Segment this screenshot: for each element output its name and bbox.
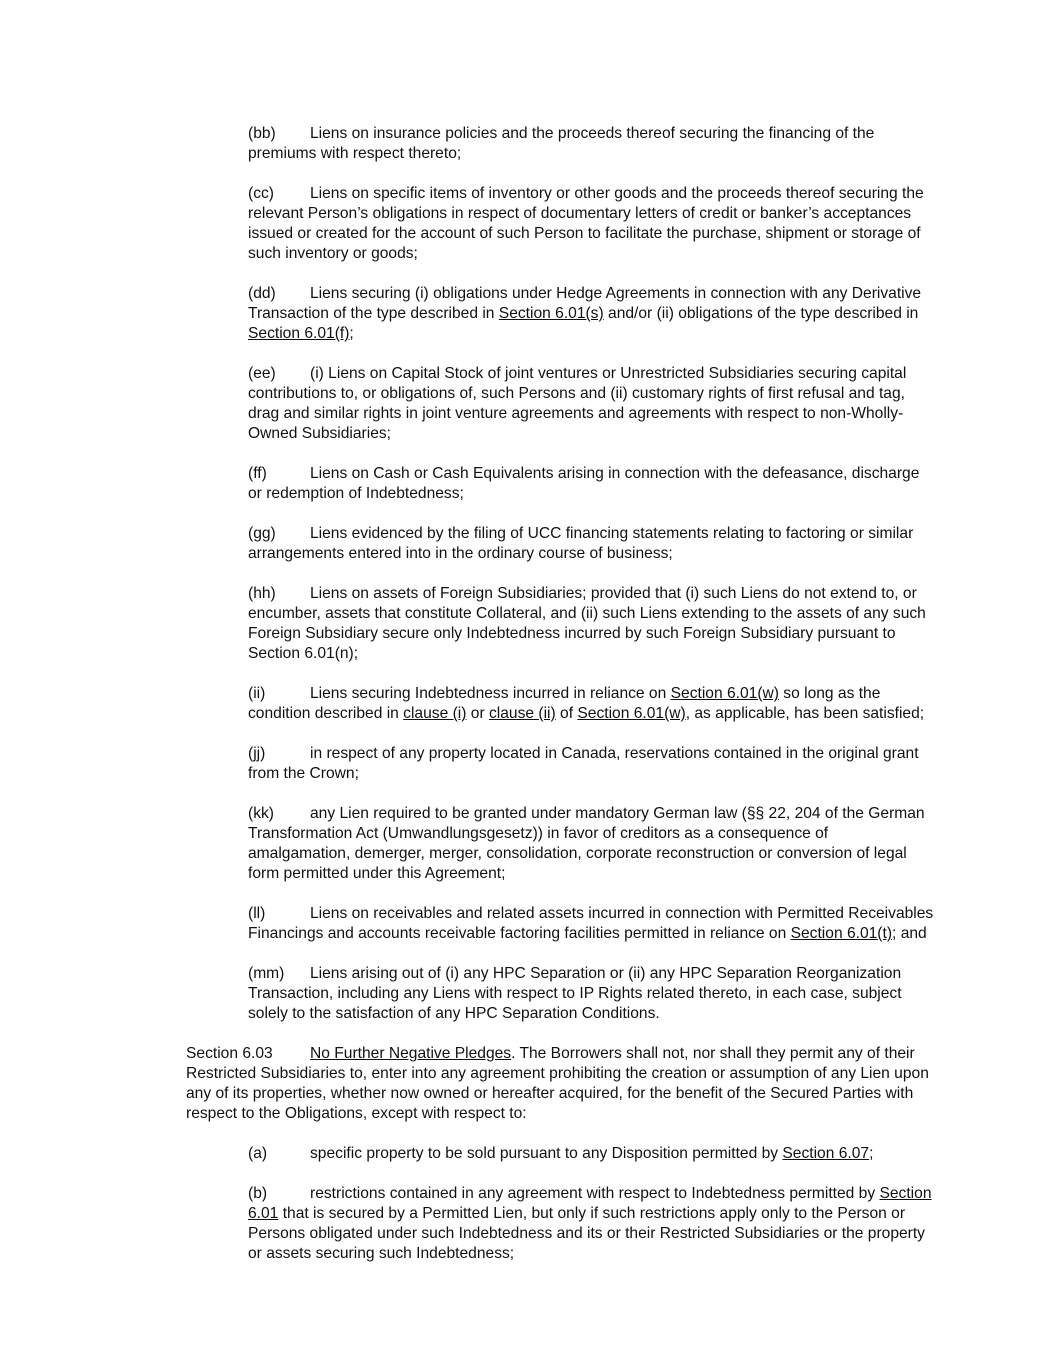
paragraph-label: (bb) [248, 125, 276, 142]
paragraph-text: ; and [892, 925, 927, 942]
paragraph-text: . The Borrowers shall not, nor shall they permit any of their Restricted Subsidiaries to, enter into any agreement prohibiting the creation or assumption of any Lien upon any of its properties, whether now owned or hereafter acquired, for the benefit of the Secured Parties with respect to the Obligations, except with respect to: [186, 1045, 929, 1122]
paragraph-text: ; [349, 325, 354, 342]
document-page [124, 124, 934, 1284]
paragraph-label: (hh) [248, 585, 276, 602]
paragraph-label: (b) [248, 1185, 268, 1202]
paragraph-label: (ll) [248, 905, 266, 922]
paragraph-label: (ee) [248, 365, 276, 382]
paragraph-b [124, 1184, 934, 1264]
paragraph-text: Liens arising out of (i) any HPC Separation or (ii) any HPC Separation Reorganization Transaction, including any Liens with respect to IP Rights related thereto, in each case, subject solely to the satisfaction of any HPC Separation Conditions. [248, 965, 902, 1022]
clause-reference: clause (ii) [488, 705, 556, 722]
paragraph-text: that is secured by a Permitted Lien, but only if such restrictions apply only to the Person or Persons obligated under such Indebtedness and its or their Restricted Subsidiaries or the property or assets securing such Indebtedness; [248, 1205, 925, 1262]
paragraph-text: , as applicable, has been satisfied; [685, 705, 925, 722]
paragraph-text: Liens on insurance policies and the proceeds thereof securing the financing of the premiums with respect thereto; [248, 125, 875, 162]
paragraph-label: (ff) [248, 465, 267, 482]
paragraph-text: Liens on specific items of inventory or other goods and the proceeds thereof securing the relevant Person’s obligations in respect of documentary letters of credit or banker’s acceptances issued or created for the account of such Person to facilitate the purchase, shipment or storage of such inventory or goods; [248, 185, 924, 262]
paragraph-a [124, 1144, 934, 1164]
paragraph-kk [124, 804, 934, 884]
paragraph-ll [124, 904, 934, 944]
section-6-03 [124, 1044, 934, 1124]
paragraph-dd [124, 284, 934, 344]
paragraph-label: (dd) [248, 285, 276, 302]
paragraph-text: Liens securing (i) obligations under Hedge Agreements in connection with any Derivative Transaction of the type described in [248, 285, 922, 322]
paragraph-ff [124, 464, 934, 504]
paragraph-text: specific property to be sold pursuant to any Disposition permitted by [310, 1145, 783, 1162]
paragraph-mm [124, 964, 934, 1024]
paragraph-text: any Lien required to be granted under mandatory German law (§§ 22, 204 of the German Transformation Act (Umwandlungsgesetz)) in favor of creditors as a consequence of amalgamation, demerger, merger, consolidation, corporate reconstruction or conversion of legal form permitted under this Agreement; [248, 805, 925, 882]
section-reference: Section 6.01(f) [248, 325, 350, 342]
section-reference: Section 6.01 [248, 1185, 932, 1222]
section-reference: Section 6.01(w) [577, 705, 686, 722]
paragraph-label: (jj) [248, 745, 266, 762]
paragraph-text: ; [869, 1145, 874, 1162]
paragraph-ee [124, 364, 934, 444]
paragraph-label: (a) [248, 1145, 268, 1162]
section-reference: Section 6.01(s) [498, 305, 604, 322]
paragraph-text: Liens securing Indebtedness incurred in reliance on [310, 685, 671, 702]
paragraph-gg [124, 524, 934, 564]
paragraph-cc [124, 184, 934, 264]
paragraph-text: Liens on Cash or Cash Equivalents arising in connection with the defeasance, discharge or redemption of Indebtedness; [248, 465, 920, 502]
paragraph-text: restrictions contained in any agreement with respect to Indebtedness permitted by [310, 1185, 880, 1202]
paragraph-bb [124, 124, 934, 164]
paragraph-text: in respect of any property located in Canada, reservations contained in the original grant from the Crown; [248, 745, 919, 782]
paragraph-label: (kk) [248, 805, 274, 822]
section-reference: Section 6.01(t) [790, 925, 893, 942]
section-reference: Section 6.01(w) [670, 685, 779, 702]
paragraph-label: (cc) [248, 185, 274, 202]
section-title: No Further Negative Pledges [310, 1045, 512, 1062]
section-reference: Section 6.07 [782, 1145, 870, 1162]
paragraph-label: (mm) [248, 965, 285, 982]
paragraph-label: (ii) [248, 685, 266, 702]
paragraph-text: or [466, 705, 489, 722]
paragraph-ii [124, 684, 934, 724]
paragraph-text: Liens on receivables and related assets incurred in connection with Permitted Receivables Financings and accounts receivable factoring facilities permitted in reliance on [248, 905, 934, 942]
paragraph-text: (i) Liens on Capital Stock of joint ventures or Unrestricted Subsidiaries securing capital contributions to, or obligations of, such Persons and (ii) customary rights of first refusal and tag, drag and similar rights in joint venture agreements and agreements with respect to non-Wholly-Owned Subsidiaries; [248, 365, 907, 442]
paragraph-text: and/or (ii) obligations of the type described in [603, 305, 919, 322]
section-number: Section 6.03 [186, 1045, 273, 1062]
paragraph-hh [124, 584, 934, 664]
paragraph-text: of [555, 705, 578, 722]
paragraph-label: (gg) [248, 525, 276, 542]
paragraph-text: Liens on assets of Foreign Subsidiaries; provided that (i) such Liens do not extend to, or encumber, assets that constitute Collateral, and (ii) such Liens extending to the assets of any such Foreign Subsidiary secure only Indebtedness incurred by such Foreign Subsidiary pursuant to Section 6.01(n); [248, 585, 926, 662]
paragraph-text: Liens evidenced by the filing of UCC financing statements relating to factoring or similar arrangements entered into in the ordinary course of business; [248, 525, 914, 562]
paragraph-text: so long as the condition described in [248, 685, 881, 722]
clause-reference: clause (i) [403, 705, 467, 722]
paragraph-jj [124, 744, 934, 784]
